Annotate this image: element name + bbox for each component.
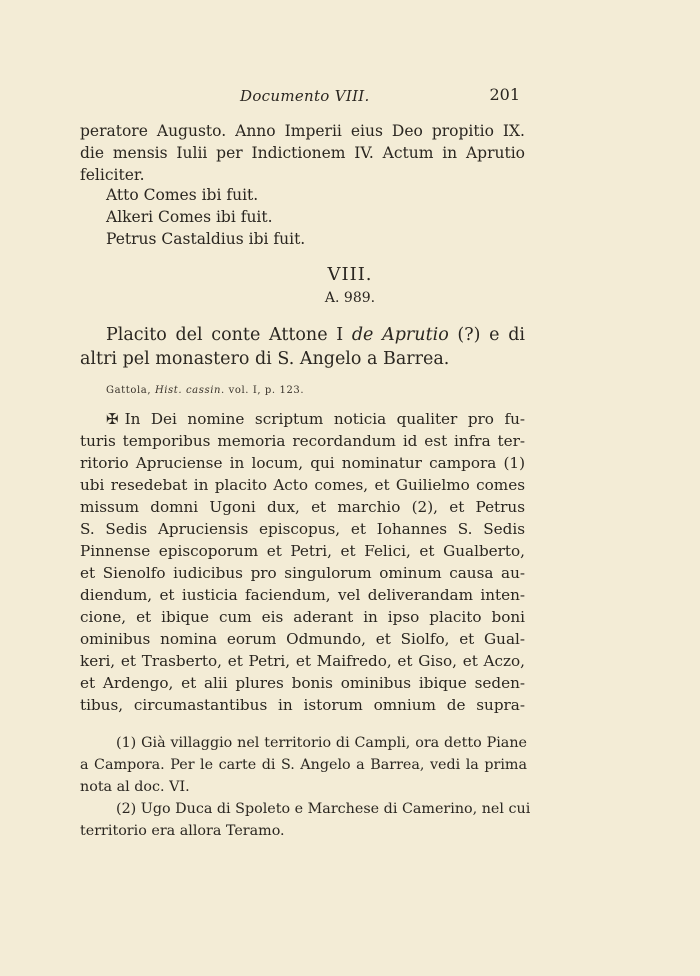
- body-line: missum domni Ugoni dux, et marchio (2), et Petrus: [80, 498, 525, 516]
- title-text: (?) e di: [448, 325, 525, 345]
- body-line: keri, et Trasberto, et Petri, et Maifredo, et Giso, et Aczo,: [80, 652, 525, 670]
- body-line: diendum, et iusticia faciendum, vel deliverandam inten-: [80, 586, 525, 604]
- body-line: Pinnense episcoporum et Petri, et Felici, et Gualberto,: [80, 542, 525, 560]
- cross-icon: ✠: [106, 410, 119, 428]
- page-number: 201: [489, 85, 520, 104]
- signature-line: Atto Comes ibi fuit.: [106, 186, 259, 204]
- body-line: ritorio Apruciense in locum, qui nominatur campora (1): [80, 454, 525, 472]
- body-line-text: In Dei nomine scriptum noticia qualiter pro fu-: [124, 410, 525, 428]
- running-head: [80, 87, 520, 109]
- title-text: Placito del conte Attone I: [106, 325, 352, 345]
- body-line: S. Sedis Apruciensis episcopus, et Iohannes S. Sedis: [80, 520, 525, 538]
- text-line: peratore Augusto. Anno Imperii eius Deo propitio IX.: [80, 122, 525, 140]
- footnote-line: a Campora. Per le carte di S. Angelo a Barrea, vedi la prima: [80, 757, 527, 773]
- source-ref: vol. I, p. 123.: [228, 385, 305, 396]
- source-author: Gattola,: [106, 385, 152, 396]
- footnote-line: territorio era allora Teramo.: [80, 823, 285, 839]
- body-line: cione, et ibique cum eis aderant in ipso placito boni: [80, 608, 525, 626]
- body-line: turis temporibus memoria recordandum id est infra ter-: [80, 432, 525, 450]
- signature-line: Petrus Castaldius ibi fuit.: [106, 230, 306, 248]
- section-date: A. 989.: [324, 290, 376, 306]
- text-line: feliciter.: [80, 166, 145, 184]
- body-line: tibus, circumastantibus in istorum omnium de supra-: [80, 696, 525, 714]
- title-italic-text: de Aprutio: [351, 325, 449, 345]
- body-line: et Ardengo, et alii plures bonis ominibus ibique seden-: [80, 674, 525, 692]
- source-citation: [106, 385, 304, 396]
- body-line: et Sienolfo iudicibus pro singulorum ominum causa au-: [80, 564, 525, 582]
- footnote-line: (1) Già villaggio nel territorio di Campli, ora detto Piane: [116, 735, 527, 751]
- body-line: ubi resedebat in placito Acto comes, et Guilielmo comes: [80, 476, 525, 494]
- footnote-line: nota al doc. VI.: [80, 779, 190, 795]
- signature-line: Alkeri Comes ibi fuit.: [106, 208, 273, 226]
- document-title-line2: altri pel monastero di S. Angelo a Barrea.: [80, 349, 450, 369]
- section-number: VIII.: [327, 264, 373, 285]
- body-line: [106, 410, 525, 428]
- text-line: die mensis Iulii per Indictionem IV. Actum in Aprutio: [80, 144, 525, 162]
- source-work: Hist. cassin.: [154, 385, 225, 396]
- footnote-line: (2) Ugo Duca di Spoleto e Marchese di Camerino, nel cui: [116, 801, 531, 817]
- document-title-line1: [106, 325, 525, 345]
- running-title: Documento VIII.: [240, 87, 370, 105]
- body-line: ominibus nomina eorum Odmundo, et Siolfo, et Gual-: [80, 630, 525, 648]
